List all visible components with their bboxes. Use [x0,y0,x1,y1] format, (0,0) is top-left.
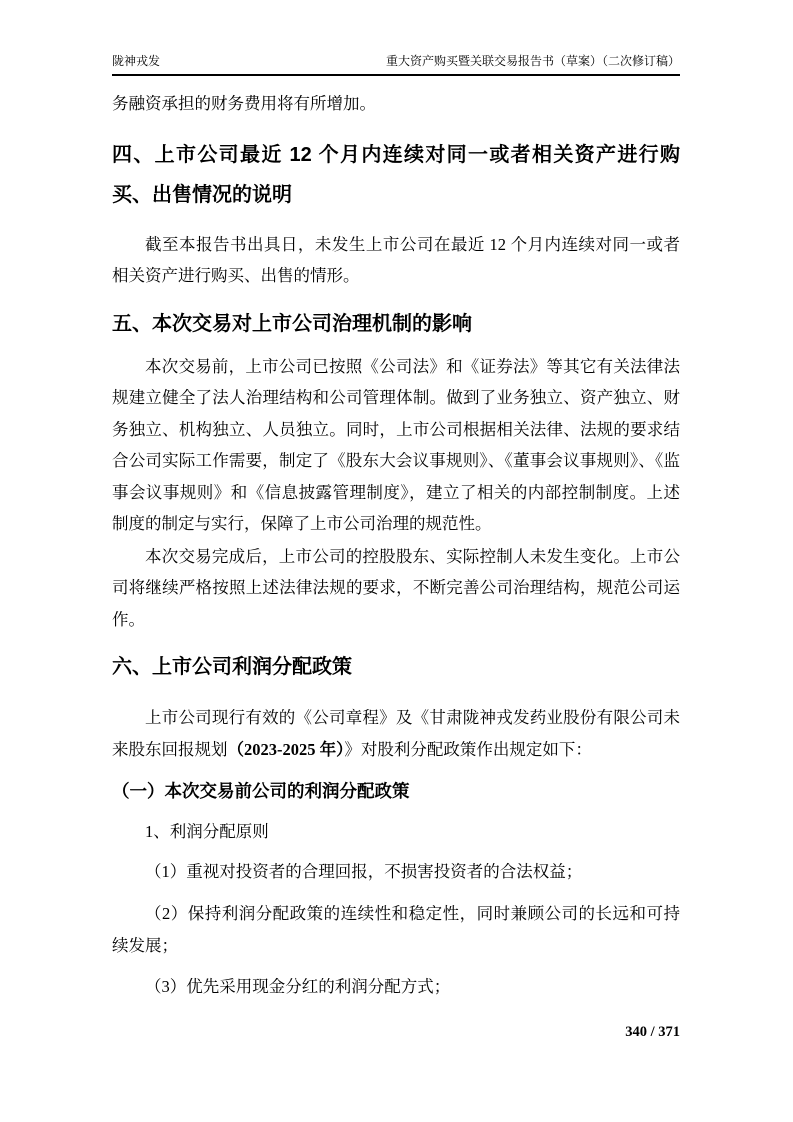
principle-title: 1、利润分配原则 [145,822,269,841]
page-number: 340 / 371 [625,1024,680,1040]
principle-item-3: （3）优先采用现金分红的利润分配方式； [145,977,451,996]
section-6-paragraph-pre: 上市公司现行有效的《公司章程》及《甘肃陇神戎发药业股份有限公司未来股东回报规划 [112,708,680,759]
section-heading-6: 六、上市公司利润分配政策 [112,656,352,678]
principle-item-1: （1）重视对投资者的合理回报，不损害投资者的合法权益； [145,861,583,881]
principle-item-2: （2）保持利润分配政策的连续性和稳定性，同时兼顾公司的长远和可持续发展； [112,904,680,955]
header-company-short-name: 陇神戎发 [112,54,161,68]
section-5-paragraph-1: 本次交易前，上市公司已按照《公司法》和《证券法》等其它有关法律法规建立健全了法人治理结构和公司管理体制。做到了业务独立、资产独立、财务独立、机构独立、人员独立。同时，上市公司根据相关法律、法规的要求结合公司实际工作需要，制定了《股东大会议事规则》、《董事会议事规则》、《监事会议事规则》和《信息披露管理制度》，建立了相关的内部控制制度。上述制度的制定与实行，保障了上市公司治理的规范性。 [112,356,680,533]
header-report-title: 重大资产购买暨关联交易报告书（草案）（二次修订稿） [385,54,680,68]
continuation-paragraph: 务融资承担的财务费用将有所增加。 [112,94,376,113]
section-heading-4: 四、上市公司最近 12 个月内连续对同一或者相关资产进行购买、出售情况的说明 [112,143,680,206]
section-6-paragraph-bold-range: （2023-2025 年） [227,739,345,759]
section-heading-5: 五、本次交易对上市公司治理机制的影响 [112,312,472,335]
page-header [112,54,680,76]
section-6-paragraph [112,702,680,765]
page-content [112,0,680,1003]
subsection-heading-1: （一）本次交易前公司的利润分配政策 [112,781,410,801]
section-4-paragraph: 截至本报告书出具日，未发生上市公司在最近 12 个月内连续对同一或者相关资产进行购买、出售的情形。 [112,234,680,285]
section-6-paragraph-post: 》对股利分配政策作出规定如下： [344,739,592,759]
section-5-paragraph-2: 本次交易完成后，上市公司的控股股东、实际控制人未发生变化。上市公司将继续严格按照上述法律法规的要求，不断完善公司治理结构，规范公司运作。 [112,546,680,629]
